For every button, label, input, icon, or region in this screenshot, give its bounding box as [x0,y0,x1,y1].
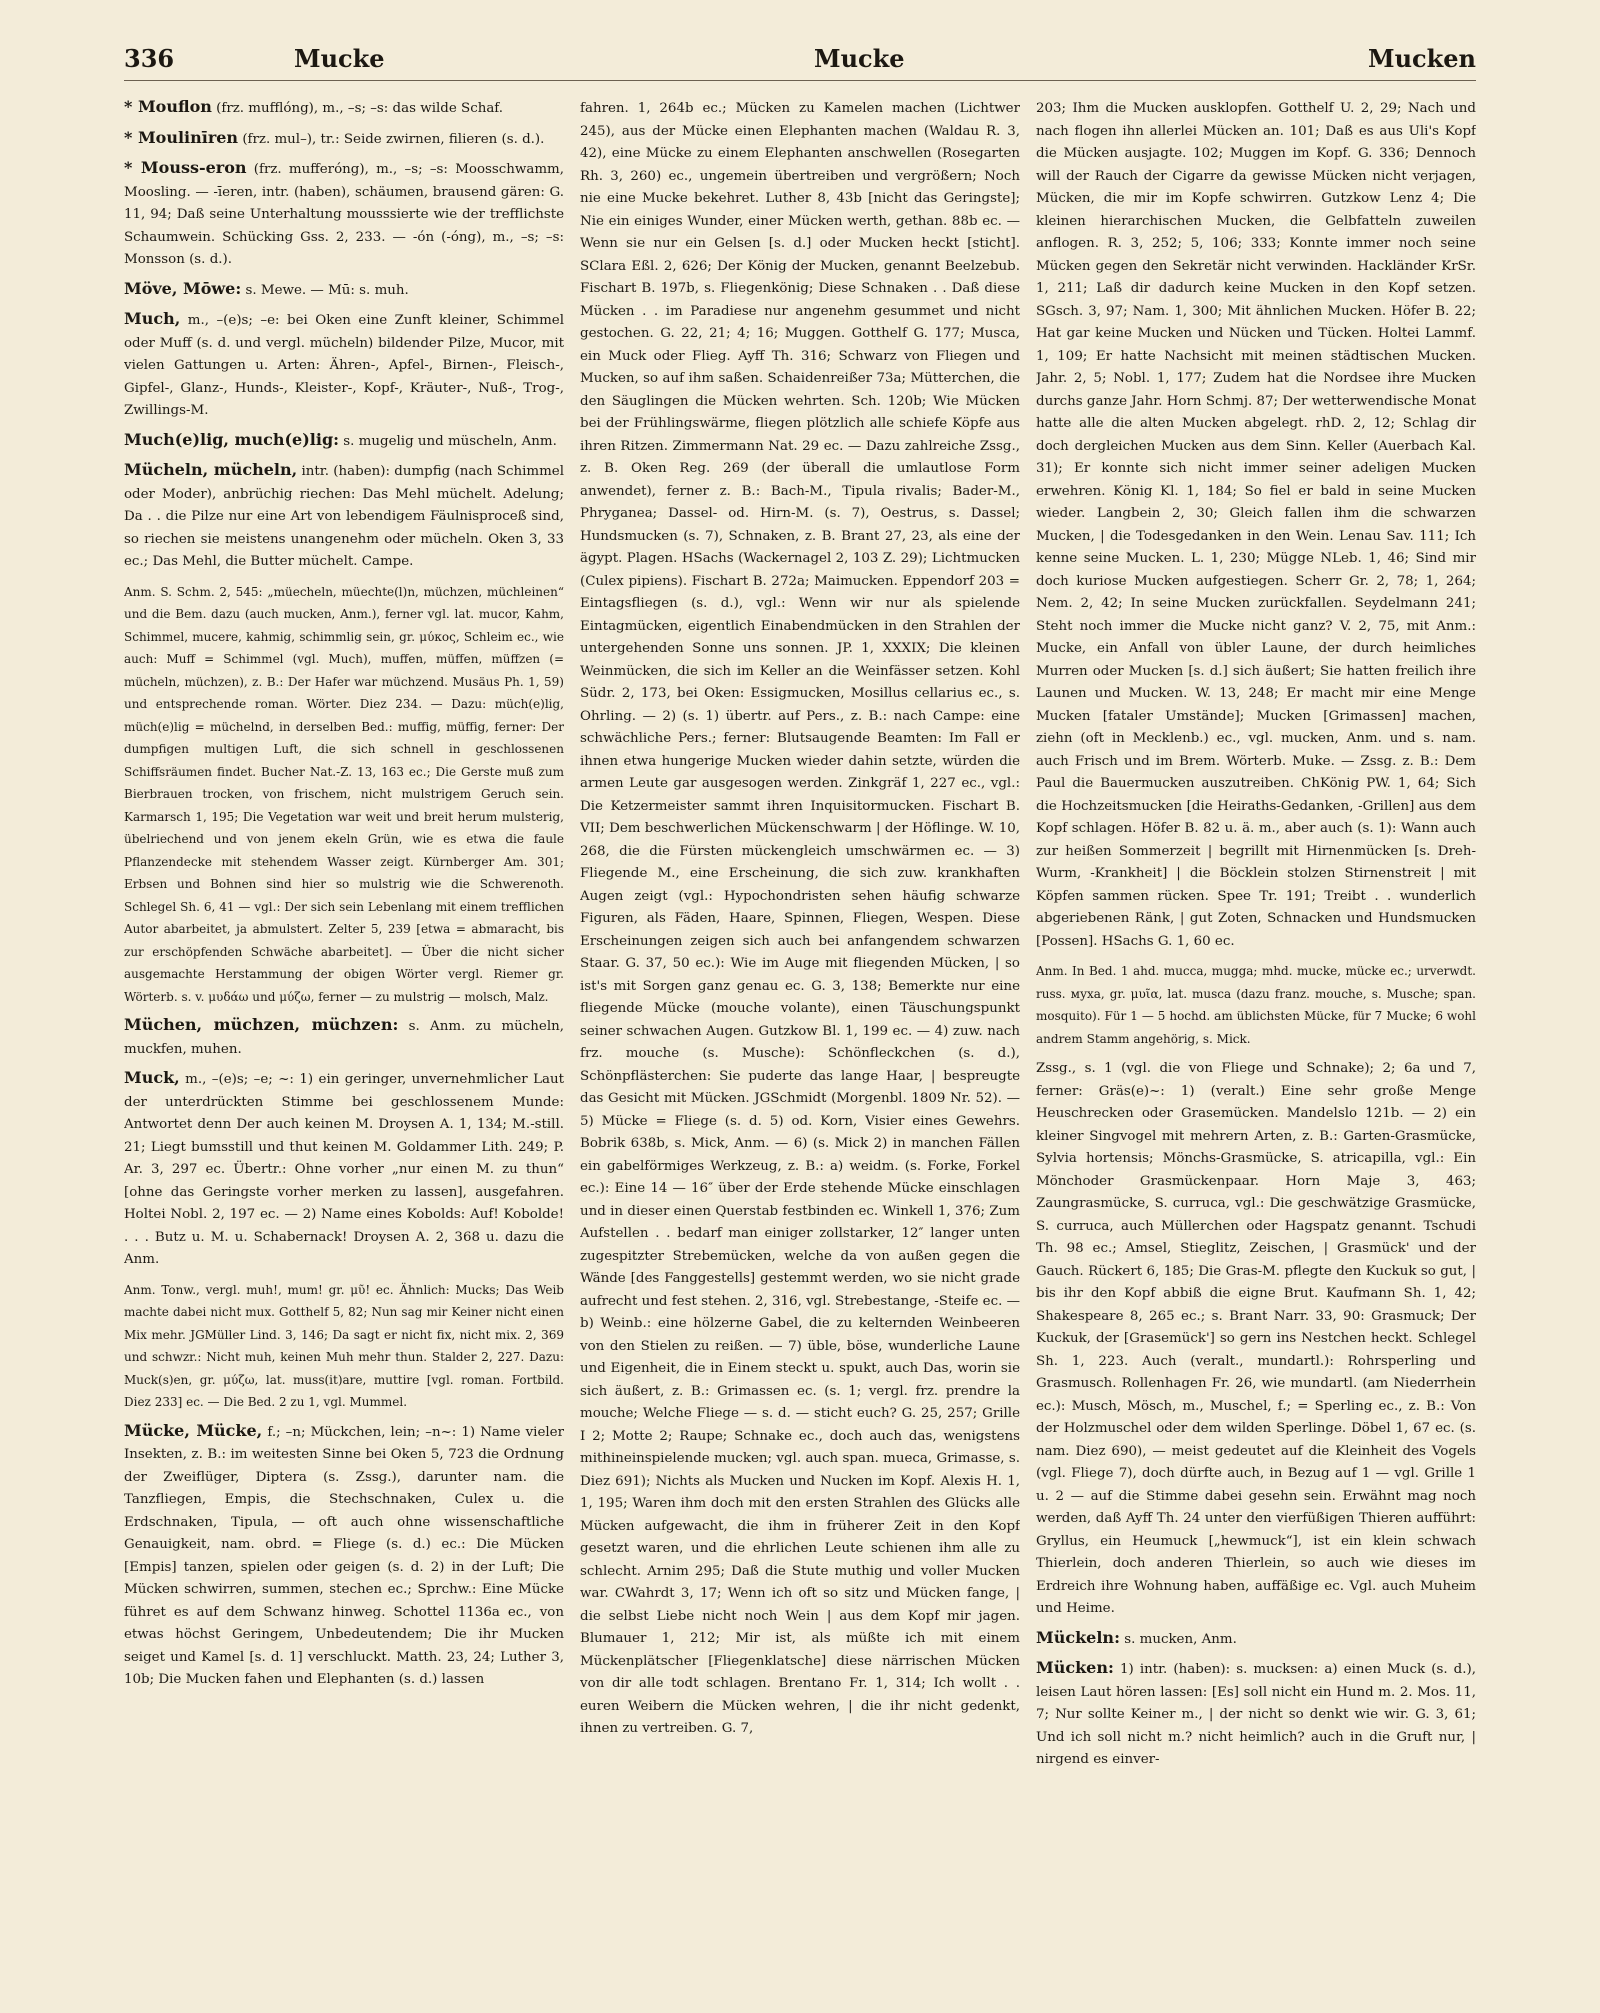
header-middle-catchword: Mucke [814,44,905,73]
entry [1036,1657,1476,1772]
entry-text: f.; –n; Mückchen, lein; –n~: 1) Name vieler Insekten, z. B.: im weitesten Sinne bei Oken 5, 723 die Ordnung der Zweiflüger, Diptera (s. Zssg.), darunter nam. die Tanzfliegen, Empis, die Stechschnaken, Culex u. die Erdschnaken, Tipula, — oft auch ohne wissenschaftliche Genauigkeit, nam. obrd. = Fliege (s. d.) ec.: Die Mücken [Empis] tanzen, spielen oder geigen (s. d. 2) in der Luft; Die Mücken schwirren, summen, stechen ec.; Sprchw.: Eine Mücke führet es auf dem Schwanz hinweg. Schottel 1136a ec., von etwas höchst Geringem, Unbedeutendem; Die ihr Mucken seiget und Kamel [s. d. 1] verschluckt. Matth. 23, 24; Luther 3, 10b; Die Mucken fahen und Elephanten (s. d.) lassen [124,1424,564,1687]
entry-text: s. mucken, Anm. [1124,1631,1237,1647]
entry-text: Anm. In Bed. 1 ahd. mucca, mugga; mhd. mucke, mücke ec.; urverwdt. russ. мухa, gr. μυῖα, lat. musca (dazu franz. mouche, s. Musche; span. mosquito). Für 1 — 5 hochd. am üblichsten Mücke, für 7 Mucke; 6 wohl andrem Stamm angehörig, s. Mick. [1036,964,1476,1046]
headword: Mücken: [1036,1658,1114,1677]
entry-text: fahren. 1, 264b ec.; Mücken zu Kamelen machen (Lichtwer 245), aus der Mücke einen Elephanten machen (Waldau R. 3, 42), eine Mücke zu einem Elephanten anschwellen (Rosegarten Rh. 3, 260) ec., ungemein übertreiben und vergrößern; Noch nie eine Mucke bekehret. Luther 8, 43b [nicht das Geringste]; Nie ein einiges Wunder, einer Mücken werth, gethan. 88b ec. — Wenn sie nur ein Gelsen [s. d.] oder Mucken heckt [sticht]. SClara Eßl. 2, 626; Der König der Mucken, genannt Beelzebub. Fischart B. 197b, s. Fliegenkönig; Diese Schnaken . . Daß diese Mücken . . im Paradiese nur angenehm gesummet und nicht gestochen. G. 22, 21; 4; 16; Muggen. Gotthelf G. 177; Musca, ein Muck oder Flieg. Ayff Th. 316; Schwarz von Fliegen und Mucken, so auf ihm saßen. Schaidenreißer 73a; Mütterchen, die den Säuglingen die Mücken wehrten. Sch. 120b; Wie Mücken bei der Frühlingswärme, fliegen plötzlich alle schiefe Köpfe aus ihren Ritzen. Zimmermann Nat. 29 ec. — Dazu zahlreiche Zssg., z. B. Oken Reg. 269 (der überall die umlautlose Form anwendet), ferner z. B.: Bach-M., Tipula rivalis; Bader-M., Phryganea; Dassel- od. Hirn-M. (s. 7), Oestrus, s. Dassel; Hundsmucken (s. 7), Schnaken, z. B. Brant 27, 23, als eine der ägypt. Plagen. HSachs (Wackernagel 2, 103 Z. 29); Lichtmucken (Culex pipiens). Fischart B. 272a; Maimucken. Eppendorf 203 = Eintagsfliegen (s. d.), vgl.: Wenn wir nur als spielende Eintagmücken, eigentlich Einabendmücken in den Strahlen der untergehenden Sonne uns sonnen. JP. 1, XXXIX; Die kleinen Weinmücken, die sich im Keller an die Weinfässer setzen. Kohl Südr. 2, 173, bei Oken: Essigmucken, Mosillus cellarius ec., s. Ohrling. — 2) (s. 1) übertr. auf Pers., z. B.: nach Campe: eine schwächliche Pers.; ferner: Blutsaugende Beamten: Im Fall er ihnen etwa hungerige Mucken wieder dahin setzte, würden die armen Leute gar ausgesogen werden. Zinkgräf 1, 227 ec., vgl.: Die Ketzermeister sammt ihren Inquisitormucken. Fischart B. VII; Dem beschwerlichen Mückenschwarm | der Höflinge. W. 10, 268, die die Fürsten mückengleich umschwärmen ec. — 3) Fliegende M., eine Erscheinung, die sich zuw. krankhaften Augen zeigt (vgl.: Hypochondristen sehen häufig schwarze Figuren, als Fäden, Haare, Spinnen, Fliegen, Wespen. Diese Erscheinungen zeigen sich auch bei anfangendem schwarzen Staar. G. 37, 50 ec.): Wie im Auge mit fliegenden Mücken, | so ist's mit Sorgen ganz genau ec. G. 3, 138; Bemerkte nur eine fliegende Mücke (mouche volante), einen Täuschungspunkt seiner schwachen Augen. Gutzkow Bl. 1, 199 ec. — 4) zuw. nach frz. mouche (s. Musche): Schönfleckchen (s. d.), Schönpflästerchen: Sie puderte das lange Haar, | bespreugte das Gesicht mit Mücken. JGSchmidt (Morgenbl. 1809 Nr. 52). — 5) Mücke = Fliege (s. d. 5) od. Korn, Visier eines Gewehrs. Bobrik 638b, s. Mick, Anm. — 6) (s. Mick 2) in manchen Fällen ein gabelförmiges Werkzeug, z. B.: a) weidm. (s. Forke, Forkel ec.): Eine 14 — 16″ über der Erde stehende Mücke einschlagen und in dieser einen Querstab festbinden ec. Winkell 1, 376; Zum Aufstellen . . bedarf man einiger zollstarker, 12″ langer unten zugespitzter Strebemücken, welche da von außen gegen die Wände [des Fanggestells] gestemmt werden, wo sie nicht grade aufrecht und fest stehen. 2, 316, vgl. Strebestange, -Steife ec. — b) Weinb.: eine hölzerne Gabel, die zu kelternden Weinbeeren von den Stielen zu reißen. — 7) üble, böse, wunderliche Laune und Eigenheit, die in Einem steckt u. spukt, auch Das, worin sie sich äußert, z. B.: Grimassen ec. (s. 1; vergl. frz. prendre la mouche; Welche Fliege — s. d. — sticht euch? G. 25, 257; Grille I 2; Motte 2; Raupe; Schnake ec., doch auch das, wenigstens mithineinspielende mucken; vgl. auch span. mueca, Grimasse, s. Diez 691); Nichts als Mucken und Nucken im Kopf. Alexis H. 1, 1, 195; Waren ihm doch mit den ersten Strahlen des Glücks alle Mücken aufgewacht, die ihm in früherer Zeit in den Kopf gesetzt waren, und die ehrlichen Leute schienen ihm alle zu schlecht. Arnim 295; Daß die Stute muthig und voller Mucken war. CWahrdt 3, 17; Wenn ich oft so sitz und Mücken fange, | die selbst Liebe nicht noch Wein | aus dem Kopf mir jagen. Blumauer 1, 212; Mir ist, als müßte ich mit einem Mückenplätscher [Fliegenklatsche] diese närrischen Mücken von dir alle todt schlagen. Brentano Fr. 1, 314; Ich wollt . . euren Weibern die Mücken wehren, | die ihr nicht gedenkt, ihnen zu vertreiben. G. 7, [580,101,1020,1736]
running-header [124,40,1476,81]
headword: Much, [124,309,181,328]
header-right-catchword: Mucken [1368,44,1476,73]
headword: Mücke, Mücke, [124,1420,263,1440]
header-left-catchword: Mucke [294,44,385,73]
entry-text: s. Mewe. — Mū: s. muh. [245,282,409,298]
entry-text: s. mugelig und müscheln, Anm. [343,433,557,449]
entry [124,127,564,152]
entry [124,157,564,272]
headword: Müchen, müchzen, müchzen: [124,1015,399,1034]
entry [124,1067,564,1272]
entry-text: m., –(e)s; –e; ~: 1) ein geringer, unvernehmlicher Laut der unterdrückten Stimme bei geschlossenem Munde: Antwortet denn Der auch keinen M. Droysen A. 1, 134; M.-still. 21; Liegt bumsstill und thut keinen M. Goldammer Lith. 249; P. Ar. 3, 297 ec. Übertr.: Ohne vorher „nur einen M. zu thun“ [ohne das Geringste vorher merken zu lassen], ausgefahren. Holtei Nobl. 2, 197 ec. — 2) Name eines Kobolds: Auf! Kobolde! . . . Butz u. M. u. Schabernack! Droysen A. 2, 368 u. dazu die Anm. [124,1072,564,1267]
headword: Muck, [124,1068,180,1087]
column-1 [124,96,564,1986]
entry [124,96,564,121]
entry-text: (frz. mufferóng), m., –s; –s: Moosschwamm, Moosling. — -īeren, intr. (haben), schäumen, brausend gären: G. 11, 94; Daß seine Unterhaltung mousssierte wie der trefflichste Schaumwein. Schücking Gss. 2, 233. — -ón (-óng), m., –s; –s: Monsson (s. d.). [124,162,564,267]
entry-text: (frz. mufflóng), m., –s; –s: das wilde Schaf. [216,101,504,116]
entry [124,308,564,423]
headword: Much(e)lig, much(e)lig: [124,429,340,449]
entry [1036,1627,1476,1652]
column-3 [1036,96,1476,1986]
headword: * Moulinīren [124,127,239,147]
note [124,580,564,1009]
entry-text: intr. (haben): dumpfig (nach Schimmel oder Moder), anbrüchig riechen: Das Mehl müchelt. Adelung; Da . . die Pilze nur eine Art von lebendigem Fäulnisproceß sind, so riechen sie meistens unangenehm oder mücheln. Oken 3, 33 ec.; Das Mehl, die Butter müchelt. Campe. [124,464,564,569]
entry [124,278,564,303]
entry [1036,1056,1476,1621]
entry [124,429,564,454]
headword: * Mouss-eron [124,158,247,177]
headword: Mückeln: [1036,1627,1120,1647]
headword: * Mouflon [124,97,212,116]
entry-text: Anm. Tonw., vergl. muh!, mum! gr. μῦ! ec. Ähnlich: Mucks; Das Weib machte dabei nicht mux. Gotthelf 5, 82; Nun sag mir Keiner nicht einen Mix mehr. JGMüller Lind. 3, 146; Da sagt er nicht fix, nicht mix. 2, 369 und schwzr.: Nicht muh, keinen Muh mehr thun. Stalder 2, 227. Dazu: Muck(s)en, gr. μύζω, lat. muss(it)are, muttire [vgl. roman. Fortbild. Diez 233] ec. — Die Bed. 2 zu 1, vgl. Mummel. [124,1282,564,1409]
entry [124,459,564,574]
entry [580,96,1020,1741]
entry [124,1420,564,1692]
page-number: 336 [124,44,175,73]
entry [124,1014,564,1061]
entry-text: 203; Ihm die Mucken ausklopfen. Gotthelf U. 2, 29; Nach und nach flogen ihn allerlei Mücken an. 101; Daß es aus Uli's Kopf die Mücken ausjagte. 102; Muggen im Kopf. G. 336; Dennoch will der Rauch der Cigarre da gewisse Mücken nicht verjagen, Mücken, die mir im Kopfe schwirren. Gutzkow Lenz 4; Die kleinen hierarchischen Mucken, die Gelbfatteln zuweilen anflogen. R. 3, 252; 5, 106; 333; Konnte immer noch seine Mücken gegen den Sekretär nicht verwinden. Hackländer KrSr. 1, 211; Laß dir dadurch keine Mucken in den Kopf setzen. SGsch. 3, 97; Nam. 1, 300; Mit ähnlichen Mucken. Höfer B. 22; Hat gar keine Mucken und Nücken und Tücken. Holtei Lammf. 1, 109; Er hatte Nachsicht mit meinen städtischen Mucken. Jahr. 2, 5; Nobl. 1, 177; Zudem hat die Nordsee ihre Mucken durchs ganze Jahr. Horn Schmj. 87; Der wetterwendische Monat hatte alle die alten Mucken abgelegt. rhD. 2, 12; Schlag dir doch dergleichen Mucken aus dem Sinn. Keller (Auerbach Kal. 31); Er konnte sich nicht immer seiner adeligen Mucken erwehren. König Kl. 1, 184; So fiel er bald in seine Mucken wieder. Langbein 2, 30; Gleich fallen ihm die schwarzen Mucken, | die Todesgedanken in den Wein. Lenau Sav. 111; Ich kenne seine Mucken. L. 1, 230; Mügge NLeb. 1, 46; Sind mir doch kuriose Mucken aufgestiegen. Scherr Gr. 2, 78; 1, 264; Nem. 2, 42; In seine Mucken zurückfallen. Seydelmann 241; Steht noch immer die Mucke nicht ganz? V. 2, 75, mit Anm.: Mucke, ein Anfall von übler Laune, der durch heimliches Murren oder Mucken [s. d.] sich äußert; Sie hatten freilich ihre Launen und Mucken. W. 13, 248; Er macht mir eine Menge Mucken [fataler Umstände]; Mucken [Grimassen] machen, ziehn (oft in Mecklenb.) ec., vgl. mucken, Anm. und s. nam. auch Frisch und im Brem. Wörterb. Muke. — Zssg. z. B.: Dem Paul die Bauermucken auszutreiben. ChKönig PW. 1, 64; Sich die Hochzeitsmucken [die Heiraths-Gedanken, -Grillen] aus dem Kopf schlagen. Höfer B. 82 u. ä. m., aber auch (s. 1): Wann auch zur heißen Sommerzeit | begrillt mit Hirnenmücken [s. Dreh-Wurm, -Krankheit] | die Böcklein stolzen Stirnenstreit | mit Köpfen sammen rücken. Spee Tr. 191; Treibt . . wunderlich abgeriebenen Ränk, | gut Zoten, Schnacken und Hundsmucken [Possen]. HSachs G. 1, 60 ec. [1036,101,1476,949]
column-2 [580,96,1020,1986]
headword: Möve, Mōwe: [124,278,242,298]
note [1036,959,1476,1050]
entry-text: s. Anm. zu mücheln, muckfen, muhen. [124,1019,564,1057]
note [124,1278,564,1414]
entry-text: (frz. mul–), tr.: Seide zwirnen, filieren (s. d.). [242,131,545,147]
entry-text: 1) intr. (haben): s. mucksen: a) einen Muck (s. d.), leisen Laut hören lassen: [Es] soll nicht ein Hund m. 2. Mos. 11, 7; Nur sollte Keiner m., | der nicht so denkt wie wir. G. 3, 61; Und ich soll nicht m.? nicht heimlich? auch in die Gruft nur, | nirgend es einver- [1036,1662,1476,1767]
headword: Mücheln, mücheln, [124,460,298,479]
entry-text: m., –(e)s; –e: bei Oken eine Zunft kleiner, Schimmel oder Muff (s. d. und vergl. mücheln) bildender Pilze, Mucor, mit vielen Gattungen u. Arten: Ähren-, Apfel-, Birnen-, Fleisch-, Gipfel-, Glanz-, Hunds-, Kleister-, Kopf-, Kräuter-, Nuß-, Trog-, Zwillings-M. [124,313,564,418]
entry [1036,96,1476,953]
entry-text: Zssg., s. 1 (vgl. die von Fliege und Schnake); 2; 6a und 7, ferner: Gräs(e)~: 1) (veralt.) Eine sehr große Menge Heuschrecken oder Grasemücken. Mandelslo 121b. — 2) ein kleiner Singvogel mit mehrern Arten, z. B.: Garten-Grasmücke, Sylvia hortensis; Mönchs-Grasmücke, S. atricapilla, vgl.: Ein Mönchoder Grasmückenpaar. Horn Maje 3, 463; Zaungrasmücke, S. curruca, vgl.: Die geschwätzige Grasmücke, S. curruca, auch Müllerchen oder Hagspatz genannt. Tschudi Th. 98 ec.; Amsel, Stieglitz, Zeischen, | Grasmück' und der Gauch. Rückert 6, 185; Die Gras-M. pflegte den Kuckuk so gut, | bis ihr den Kopf abbiß die eigne Brut. Kaufmann Sh. 1, 42; Shakespeare 8, 265 ec.; s. Brant Narr. 33, 90: Grasmuck; Der Kuckuk, der [Grasemück'] so gern ins Nestchen heckt. Schlegel Sh. 1, 223. Auch (veralt., mundartl.): Rohrsperling und Grasmusch. Rollenhagen Fr. 26, wie mundartl. (am Niederrhein ec.): Musch, Mösch, m., Muschel, f.; = Sperling ec., z. B.: Von der Holzmuschel oder dem wilden Sperlinge. Döbel 1, 67 ec. (s. nam. Diez 690), — meist gedeutet auf die Kleinheit des Vogels (vgl. Fliege 7), doch dürfte auch, in Bezug auf 1 — vgl. Grille 1 u. 2 — auf die Stimme dabei gesehn sein. Erwähnt mag noch werden, daß Ayff Th. 24 unter den vierfüßigen Thieren aufführt: Gryllus, ein Heumuck [„hewmuck“], ist ein klein schwach Thierlein, doch anderen Thierlein, so auch wie dieses im Erdreich ihre Wohnung haben, auffäßige ec. Vgl. auch Muheim und Heime. [1036,1061,1476,1616]
entry-text: Anm. S. Schm. 2, 545: „müecheln, müechte(l)n, müchzen, müchleinen“ und die Bem. dazu (auch mucken, Anm.), ferner vgl. lat. mucor, Kahm, Schimmel, mucere, kahmig, schimmlig sein, gr. μύκος, Schleim ec., wie auch: Muff = Schimmel (vgl. Much), muffen, müffen, müffzen (= mücheln, müchzen), z. B.: Der Hafer war müchzend. Musäus Ph. 1, 59) und entsprechende roman. Wörter. Diez 234. — Dazu: müch(e)lig, müch(e)lig = müchelnd, in derselben Bed.: muffig, müffig, ferner: Der dumpfigen multigen Luft, die sich schnell in geschlossenen Schiffsräumen findet. Bucher Nat.-Z. 13, 163 ec.; Die Gerste muß zum Bierbrauen trocken, von frischem, nicht mulstrigem Geruch sein. Karmarsch 1, 195; Die Vegetation war weit und breit herum mulsterig, übelriechend und von jenem ekeln Grün, wie es etwa die faule Pflanzendecke mit stehendem Wasser zeigt. Kürnberger Am. 301; Erbsen und Bohnen sind hier so mulstrig wie die Schwerenoth. Schlegel Sh. 6, 41 — vgl.: Der sich sein Lebenlang mit einem trefflichen Autor abarbeitet, ja abmulstert. Zelter 5, 239 [etwa = abmaracht, bis zur erschöpfenden Schwäche abarbeitet]. — Über die nicht sicher ausgemachte Herstammung der obigen Wörter vergl. Riemer gr. Wörterb. s. v. μυδάω und μύζω, ferner — zu mulstrig — molsch, Malz. [124,584,564,1004]
